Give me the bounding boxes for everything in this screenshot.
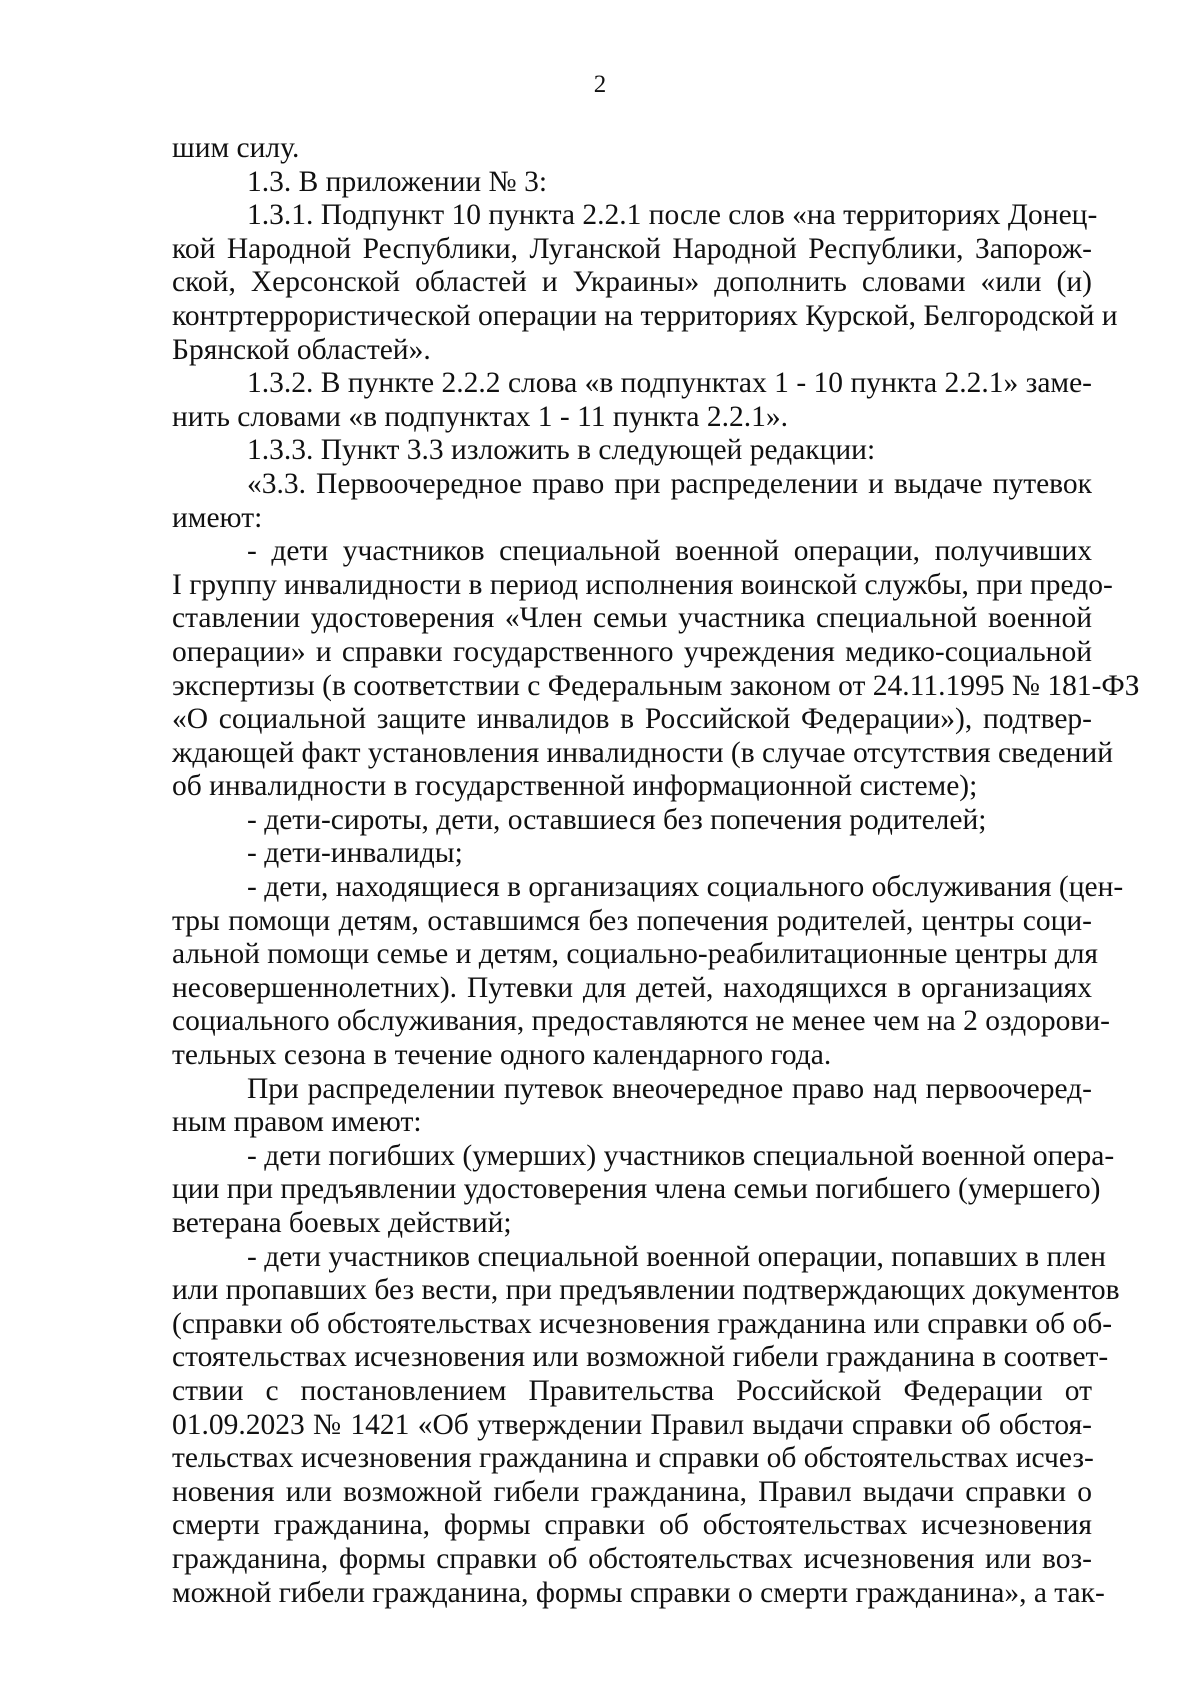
text-line: ской, Херсонской областей и Украины» дополнить словами «или (и) bbox=[172, 266, 1092, 299]
text-line: смерти гражданина, формы справки об обстоятельствах исчезновения bbox=[172, 1509, 1092, 1542]
text-line: I группу инвалидности в период исполнения воинской службы, при предо- bbox=[172, 568, 1113, 601]
text-line: нить словами «в подпунктах 1 - 11 пункта 2.2.1». bbox=[172, 400, 789, 433]
text-line: 1.3.2. В пункте 2.2.2 слова «в подпунктах 1 - 10 пункта 2.2.1» заме- bbox=[247, 367, 1092, 400]
document-body bbox=[172, 132, 1140, 1610]
text-line: ждающей факт установления инвалидности (в случае отсутствия сведений bbox=[172, 736, 1113, 769]
text-line: социального обслуживания, предоставляются не менее чем на 2 оздорови- bbox=[172, 1005, 1110, 1038]
text-line: При распределении путевок внеочередное право над первоочеред- bbox=[247, 1072, 1092, 1105]
text-line: новения или возможной гибели гражданина, Правил выдачи справки о bbox=[172, 1475, 1092, 1508]
text-line: ным правом имеют: bbox=[172, 1106, 422, 1139]
text-line: можной гибели гражданина, формы справки о смерти гражданина», а так- bbox=[172, 1576, 1105, 1609]
text-line: операции» и справки государственного учреждения медико-социальной bbox=[172, 635, 1092, 668]
text-line: (справки об обстоятельствах исчезновения гражданина или справки об об- bbox=[172, 1307, 1113, 1340]
text-line: - дети участников специальной военной операции, получивших bbox=[247, 535, 1092, 568]
text-line: 1.3.1. Подпункт 10 пункта 2.2.1 после слов «на территориях Донец- bbox=[247, 199, 1098, 232]
text-line: тры помощи детям, оставшимся без попечения родителей, центры соци- bbox=[172, 904, 1092, 937]
text-line: Брянской областей». bbox=[172, 333, 431, 366]
text-line: 1.3. В приложении № 3: bbox=[247, 165, 548, 198]
text-line: или пропавших без вести, при предъявлении подтверждающих документов bbox=[172, 1274, 1120, 1307]
text-line: «3.3. Первоочередное право при распределении и выдаче путевок bbox=[247, 467, 1092, 500]
text-line: гражданина, формы справки об обстоятельствах исчезновения или воз- bbox=[172, 1542, 1092, 1575]
text-line: шим силу. bbox=[172, 132, 300, 164]
text-line: - дети-сироты, дети, оставшиеся без попечения родителей; bbox=[247, 803, 987, 836]
text-line: - дети погибших (умерших) участников специальной военной опера- bbox=[247, 1139, 1115, 1172]
text-line: экспертизы (в соответствии с Федеральным законом от 24.11.1995 № 181-ФЗ bbox=[172, 669, 1140, 702]
text-line: 01.09.2023 № 1421 «Об утверждении Правил выдачи справки об обстоя- bbox=[172, 1408, 1092, 1441]
page-number: 2 bbox=[593, 71, 607, 98]
text-line: - дети, находящиеся в организациях социального обслуживания (цен- bbox=[247, 871, 1124, 904]
text-line: ствии с постановлением Правительства Российской Федерации от bbox=[172, 1374, 1092, 1407]
text-line: - дети-инвалиды; bbox=[247, 837, 463, 870]
text-line: ставлении удостоверения «Член семьи участника специальной военной bbox=[172, 602, 1092, 635]
text-line: об инвалидности в государственной информационной системе); bbox=[172, 770, 978, 803]
text-line: - дети участников специальной военной операции, попавших в плен bbox=[247, 1240, 1106, 1273]
text-line: ции при предъявлении удостоверения члена семьи погибшего (умершего) bbox=[172, 1173, 1101, 1206]
text-line: контртеррористической операции на территориях Курской, Белгородской и bbox=[172, 299, 1118, 332]
text-line: имеют: bbox=[172, 501, 263, 534]
text-line: несовершеннолетних). Путевки для детей, находящихся в организациях bbox=[172, 971, 1092, 1004]
text-line: тельствах исчезновения гражданина и справки об обстоятельствах исчез- bbox=[172, 1442, 1094, 1475]
text-line: тельных сезона в течение одного календарного года. bbox=[172, 1039, 832, 1072]
text-line: «О социальной защите инвалидов в Российской Федерации»), подтвер- bbox=[172, 703, 1092, 736]
text-line: 1.3.3. Пункт 3.3 изложить в следующей редакции: bbox=[247, 434, 876, 467]
text-line: кой Народной Республики, Луганской Народной Республики, Запорож- bbox=[172, 232, 1092, 265]
text-line: стоятельствах исчезновения или возможной гибели гражданина в соответ- bbox=[172, 1341, 1109, 1374]
text-line: альной помощи семье и детям, социально-реабилитационные центры для bbox=[172, 938, 1098, 971]
text-line: ветерана боевых действий; bbox=[172, 1207, 512, 1239]
